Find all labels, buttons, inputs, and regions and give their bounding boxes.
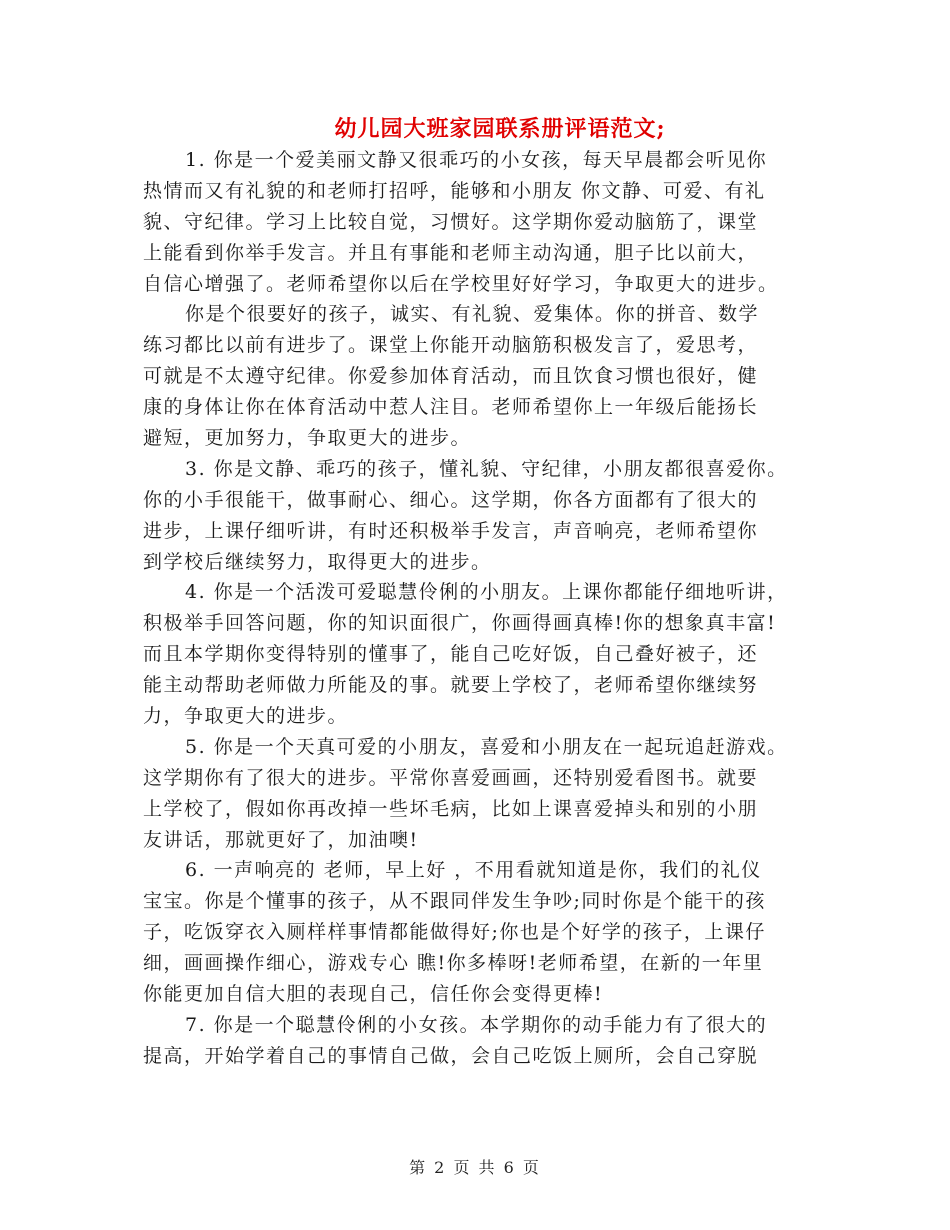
text-line: 7. 你是一个聪慧伶俐的小女孩。本学期你的动手能力有了很大的 (185, 1013, 768, 1036)
text-line: 到学校后继续努力，取得更大的进步。 (143, 550, 492, 573)
text-line: 你能更加自信大胆的表现自己，信任你会变得更棒! (143, 983, 604, 1006)
text-line: 自信心增强了。老师希望你以后在学校里好好学习，争取更大的进步。 (143, 272, 779, 295)
text-line: 6. 一声响亮的 老师，早上好 ，不用看就知道是你，我们的礼仪 (185, 859, 762, 882)
text-line: 1. 你是一个爱美丽文静又很乖巧的小女孩，每天早晨都会听见你 (185, 149, 768, 171)
text-line: 热情而又有礼貌的和老师打招呼，能够和小朋友 你文静、可爱、有礼 (143, 179, 766, 202)
text-line: 积极举手回答问题，你的知识面很广，你画得画真棒!你的想象真丰富! (143, 612, 777, 635)
text-line: 5. 你是一个天真可爱的小朋友，喜爱和小朋友在一起玩追赶游戏。 (185, 735, 788, 758)
text-line: 可就是不太遵守纪律。你爱参加体育活动，而且饮食习惯也很好，健 (143, 365, 759, 388)
text-line: 3. 你是文静、乖巧的孩子，懂礼貌、守纪律，小朋友都很喜爱你。 (185, 457, 788, 480)
text-line: 你的小手很能干，做事耐心、细心。这学期，你各方面都有了很大的 (143, 488, 759, 511)
text-line: 子，吃饭穿衣入厕样样事情都能做得好;你也是个好学的孩子，上课仔 (143, 921, 766, 944)
text-line: 宝宝。你是个懂事的孩子，从不跟同伴发生争吵;同时你是个能干的孩 (143, 890, 766, 913)
text-line: 而且本学期你变得特别的懂事了，能自己吃好饭，自己叠好被子，还 (143, 643, 759, 666)
text-line: 貌、守纪律。学习上比较自觉，习惯好。这学期你爱动脑筋了，课堂 (143, 210, 759, 233)
text-line: 上学校了，假如你再改掉一些坏毛病，比如上课喜爱掉头和别的小朋 (143, 797, 759, 820)
text-line: 进步，上课仔细听讲，有时还积极举手发言，声音响亮，老师希望你 (143, 519, 759, 542)
text-line: 避短，更加努力，争取更大的进步。 (143, 427, 472, 450)
document-body (143, 145, 823, 1072)
text-line: 力，争取更大的进步。 (143, 705, 349, 728)
text-line: 细，画画操作细心，游戏专心 瞧!你多棒呀!老师希望，在新的一年里 (143, 952, 764, 975)
text-line: 4. 你是一个活泼可爱聪慧伶俐的小朋友。上课你都能仔细地听讲， (185, 581, 788, 604)
text-line: 上能看到你举手发言。并且有事能和老师主动沟通，胆子比以前大， (143, 241, 759, 264)
text-line: 能主动帮助老师做力所能及的事。就要上学校了，老师希望你继续努 (143, 674, 759, 697)
text-line: 提高，开始学着自己的事情自己做，会自己吃饭上厕所，会自己穿脱 (143, 1044, 759, 1067)
document-title: 幼儿园大班家园联系册评语范文; (334, 116, 666, 142)
text-line: 你是个很要好的孩子，诚实、有礼貌、爱集体。你的拼音、数学 (185, 303, 760, 326)
text-line: 友讲话，那就更好了，加油噢! (143, 828, 419, 851)
text-line: 练习都比以前有进步了。课堂上你能开动脑筋积极发言了，爱思考， (143, 334, 759, 357)
page-footer: 第 2 页 共 6 页 (409, 1158, 541, 1177)
text-line: 康的身体让你在体育活动中惹人注目。老师希望你上一年级后能扬长 (143, 396, 759, 419)
text-line: 这学期你有了很大的进步。平常你喜爱画画，还特别爱看图书。就要 (143, 766, 759, 789)
